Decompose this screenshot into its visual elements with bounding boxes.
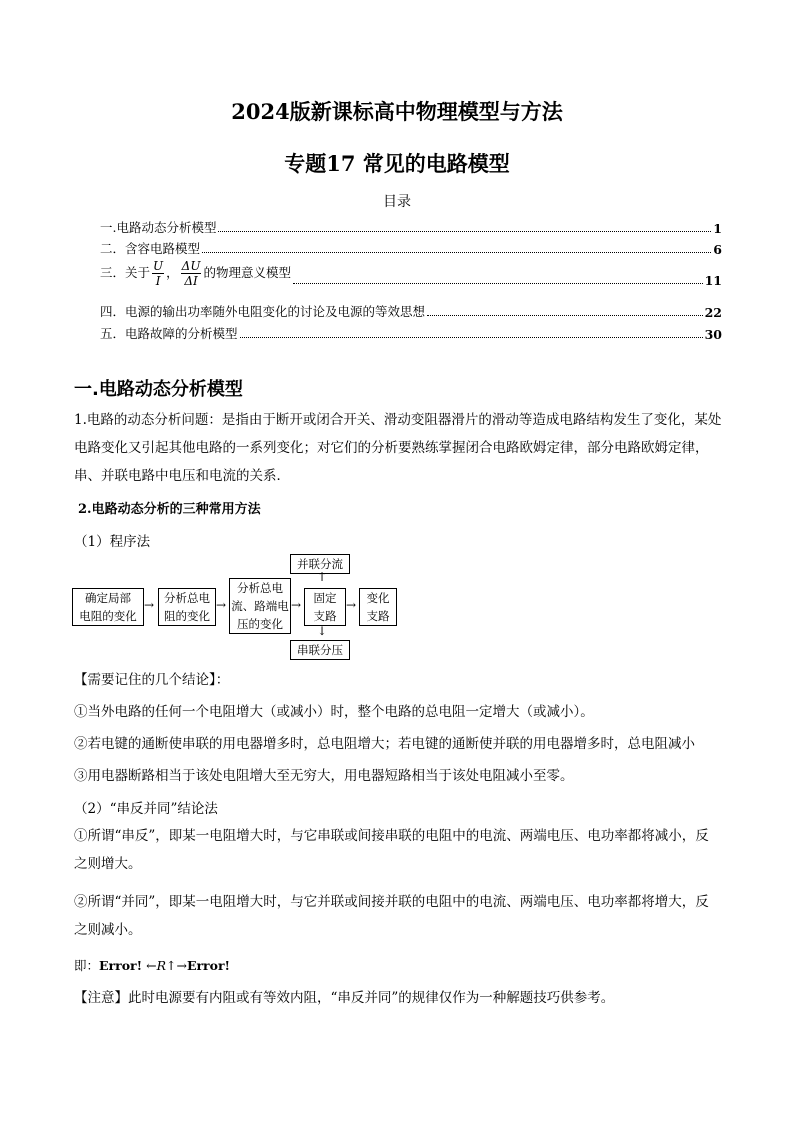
- fraction-du-over-di: $\frac{\Delta U}{\Delta I}$: [181, 259, 201, 288]
- toc-leader: [293, 282, 703, 284]
- arrow-right-icon: →: [346, 598, 357, 612]
- toc-label: 四．电源的输出功率随外电阻变化的讨论及电源的等效思想: [100, 304, 426, 319]
- flow-box-variable-branch: 变化 支路: [359, 588, 397, 626]
- toc-item-5[interactable]: [100, 324, 722, 342]
- rule-parallel-same: ②所谓“并同”，即某一电阻增大时，与它并联或间接并联的电阻中的电流、两端电压、电功率都将增大，反之则减小。: [74, 894, 709, 938]
- document-subtitle: 专题17 常见的电路模型: [284, 151, 510, 176]
- arrow-right-icon: →: [216, 598, 227, 612]
- toc-heading: 目录: [383, 194, 411, 210]
- method-2-label: （2）“串反并同”结论法: [74, 801, 218, 817]
- intro-paragraph: 1.电路的动态分析问题：是指由于断开或闭合开关、滑动变阻器滑片的滑动等造成电路结构发生了变化，某处电路变化又引起其他电路的一系列变化；对它们的分析要熟练掌握闭合电路欧姆定律，部分电路欧姆定律，串、并联电路中电压和电流的关系．: [74, 412, 722, 484]
- conclusion-1: ①当外电路的任何一个电阻增大（或减小）时，整个电路的总电阻一定增大（或减小）。: [74, 704, 594, 720]
- conclusion-3: ③用电器断路相当于该处电阻增大至无穷大，用电器短路相当于该处电阻减小至零。: [74, 768, 574, 784]
- toc-label: 五．电路故障的分析模型: [100, 326, 238, 341]
- arrow-down-icon: ↓: [317, 624, 328, 638]
- flow-diagram: [72, 552, 392, 662]
- document-title: 2024版新课标高中物理模型与方法: [231, 99, 563, 124]
- arrow-up-icon: ↑: [317, 570, 328, 584]
- toc-page: 22: [704, 305, 722, 320]
- toc-leader: [427, 314, 703, 316]
- toc-page: 11: [704, 273, 722, 288]
- formula-line: 即：Error! ←R↑→Error!: [74, 958, 231, 973]
- toc-page: 30: [704, 327, 722, 342]
- flow-box-fixed-branch: 固定 支路: [304, 588, 346, 626]
- flow-box-parallel: 并联分流: [290, 554, 350, 574]
- toc-leader: [240, 336, 703, 338]
- arrow-right-icon: →: [144, 598, 155, 612]
- toc-label: 三．关于 $\frac{U}{I}$ ， $\frac{\Delta U}{\Delta I}$ 的物理意义模型: [100, 259, 291, 288]
- toc-label: 二．含容电路模型: [100, 241, 201, 256]
- rule-series-opposite: ①所谓“串反”，即某一电阻增大时，与它串联或间接串联的电阻中的电流、两端电压、电功率都将减小，反之则增大。: [74, 828, 709, 872]
- fraction-u-over-i: $\frac{U}{I}$: [153, 259, 164, 288]
- flow-box-series: 串联分压: [290, 640, 350, 660]
- method-1-label: （1）程序法: [74, 534, 151, 550]
- conclusions-heading: 【需要记住的几个结论】：: [74, 672, 230, 688]
- arrow-right-icon: →: [291, 598, 302, 612]
- toc-item-1[interactable]: [100, 218, 722, 236]
- toc-leader: [202, 251, 711, 253]
- toc-page: 6: [713, 242, 722, 257]
- toc-item-4[interactable]: [100, 302, 722, 320]
- flow-box-local-resistance: 确定局部 电阻的变化: [72, 588, 144, 626]
- toc-item-3[interactable]: [100, 259, 722, 288]
- toc-leader: [218, 230, 711, 232]
- flow-box-total-resistance: 分析总电 阻的变化: [158, 588, 216, 626]
- toc-label: 一.电路动态分析模型: [100, 220, 217, 235]
- toc-page: 1: [713, 221, 722, 236]
- flow-box-total-current: 分析总电 流、路端电 压的变化: [229, 578, 291, 634]
- section-heading: 一.电路动态分析模型: [74, 379, 243, 400]
- conclusion-2: ②若电键的通断使串联的用电器增多时，总电阻增大；若电键的通断使并联的用电器增多时，总电阻减小: [74, 736, 695, 752]
- methods-subheading: 2.电路动态分析的三种常用方法: [78, 502, 261, 517]
- toc-item-2[interactable]: [100, 239, 722, 257]
- note-paragraph: 【注意】此时电源要有内阻或有等效内阻，“串反并同”的规律仅作为一种解题技巧供参考。: [74, 990, 615, 1006]
